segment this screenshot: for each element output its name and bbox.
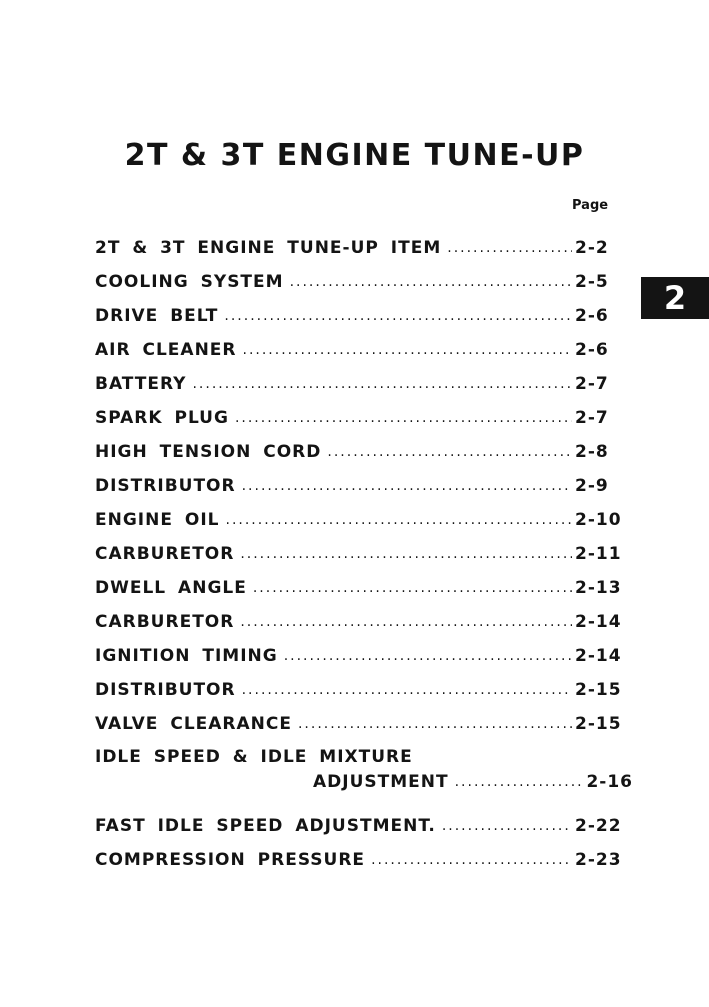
toc-entry-label: IGNITION TIMING (95, 646, 278, 666)
dot-leader (447, 236, 572, 260)
dot-leader (327, 440, 572, 464)
toc-entry-page: 2-15 (575, 680, 622, 700)
dot-leader (298, 712, 572, 736)
toc-entry-label-line1: IDLE SPEED & IDLE MIXTURE (95, 747, 413, 767)
toc-entry-page: 2-8 (575, 442, 609, 462)
toc-entry-page: 2-9 (575, 476, 609, 496)
dot-leader (235, 406, 572, 430)
toc-entry-page: 2-14 (575, 612, 622, 632)
toc-entry (95, 294, 633, 328)
toc-entry-page: 2-7 (575, 408, 609, 428)
toc-entry-page: 2-11 (575, 544, 622, 564)
toc-entry-page: 2-15 (575, 714, 622, 734)
toc-entry (95, 430, 633, 464)
toc-entry-page: 2-16 (586, 772, 633, 792)
toc-entry (95, 226, 633, 260)
dot-leader (242, 474, 572, 498)
dot-leader (284, 644, 572, 668)
toc-entry-label: DRIVE BELT (95, 306, 219, 326)
dot-leader (240, 610, 572, 634)
section-tab: 2 (641, 277, 709, 319)
toc-entry-label: CARBURETOR (95, 544, 235, 564)
toc-entry-label: COMPRESSION PRESSURE (95, 850, 366, 870)
dot-leader (240, 542, 572, 566)
toc-entry-label: BATTERY (95, 374, 187, 394)
toc-entry-label: VALVE CLEARANCE (95, 714, 292, 734)
toc-entry (95, 464, 633, 498)
toc-entry-page: 2-14 (575, 646, 622, 666)
toc-entry (95, 702, 633, 736)
toc-entry (95, 532, 633, 566)
dot-leader (224, 304, 572, 328)
page-column-label: Page (572, 198, 609, 213)
toc-entry-page: 2-6 (575, 306, 609, 326)
toc-entry-page: 2-5 (575, 272, 609, 292)
toc-entry (95, 260, 633, 294)
dot-leader (242, 678, 572, 702)
toc-entry-page: 2-7 (575, 374, 609, 394)
toc-entry (95, 668, 633, 702)
toc-entry (95, 838, 633, 872)
toc-entry (95, 634, 633, 668)
dot-leader (192, 372, 572, 396)
dot-leader (455, 770, 584, 794)
toc-entry-page: 2-23 (575, 850, 622, 870)
dot-leader (290, 270, 572, 294)
toc-entry-label: AIR CLEANER (95, 340, 237, 360)
toc-entry (95, 498, 633, 532)
table-of-contents (95, 226, 633, 872)
toc-entry (95, 328, 633, 362)
toc-entry-label: DISTRIBUTOR (95, 680, 236, 700)
toc-entry-label: FAST IDLE SPEED ADJUSTMENT. (95, 816, 436, 836)
toc-entry-page: 2-10 (575, 510, 622, 530)
toc-entry-page: 2-2 (575, 238, 609, 258)
toc-entry-label: CARBURETOR (95, 612, 235, 632)
toc-entry-label-line2: ADJUSTMENT (313, 772, 449, 792)
dot-leader (226, 508, 573, 532)
toc-entry (95, 804, 633, 838)
toc-entry-page: 2-13 (575, 578, 622, 598)
toc-entry-label: DWELL ANGLE (95, 578, 247, 598)
page-title: 2T & 3T ENGINE TUNE-UP (124, 138, 585, 173)
toc-entry-multiline (95, 736, 633, 804)
toc-entry-label: COOLING SYSTEM (95, 272, 284, 292)
toc-entry-label: HIGH TENSION CORD (95, 442, 322, 462)
toc-entry-label: 2T & 3T ENGINE TUNE-UP ITEM (95, 238, 442, 258)
toc-entry (95, 396, 633, 430)
toc-entry-label: SPARK PLUG (95, 408, 229, 428)
toc-entry-label: DISTRIBUTOR (95, 476, 236, 496)
dot-leader (253, 576, 572, 600)
toc-entry (95, 600, 633, 634)
toc-entry-page: 2-22 (575, 816, 622, 836)
dot-leader (371, 848, 572, 872)
toc-entry (95, 566, 633, 600)
dot-leader (442, 814, 572, 838)
toc-entry (95, 362, 633, 396)
toc-entry-label: ENGINE OIL (95, 510, 220, 530)
toc-entry-page: 2-6 (575, 340, 609, 360)
dot-leader (243, 338, 573, 362)
